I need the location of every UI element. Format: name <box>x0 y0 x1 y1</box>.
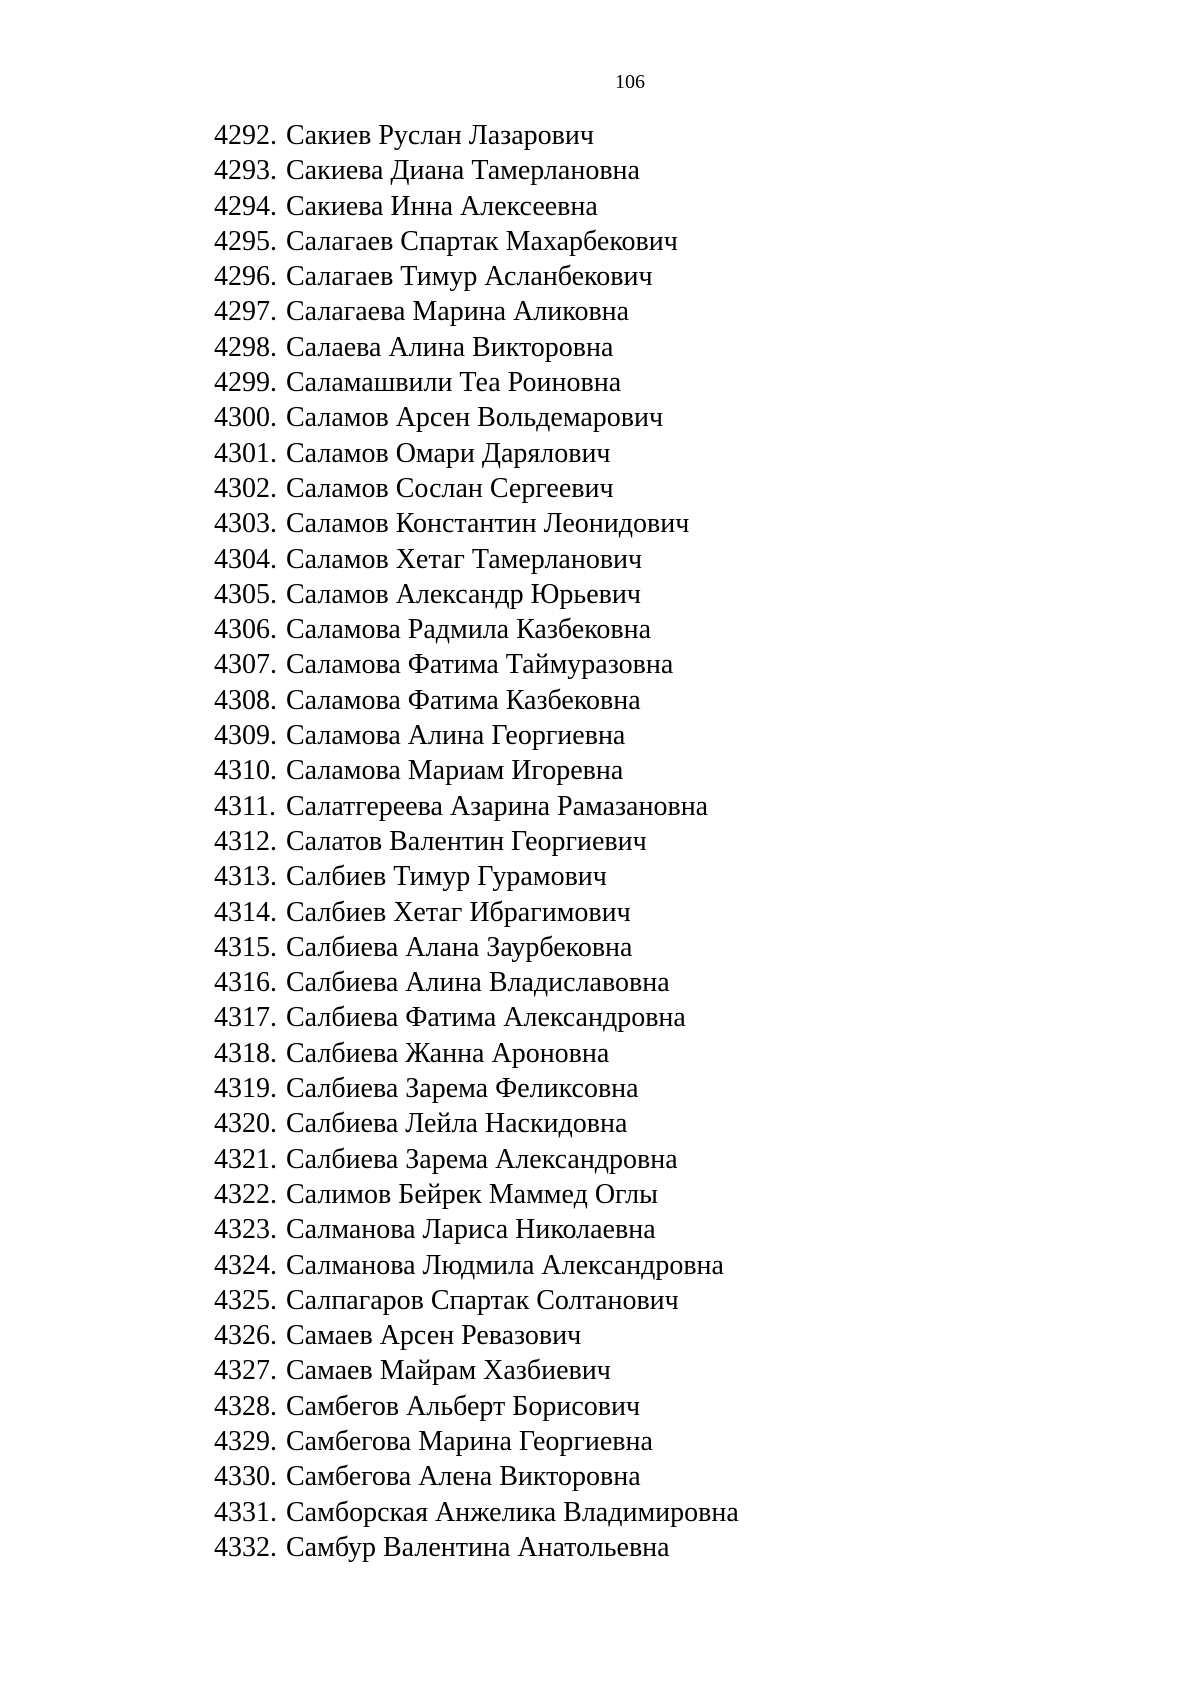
list-item-number: 4298. <box>214 331 277 363</box>
list-item-name: Сакиева Инна Алексеевна <box>286 190 598 222</box>
list-item-number: 4307. <box>214 649 277 681</box>
list-item-number: 4294. <box>214 190 277 222</box>
list-item-name: Самаев Майрам Хазбиевич <box>286 1355 611 1387</box>
list-item-name: Самборская Анжелика Владимировна <box>286 1496 739 1528</box>
list-item-number: 4323. <box>214 1214 277 1246</box>
list-item-number: 4295. <box>214 225 277 257</box>
list-item-number: 4293. <box>214 155 277 187</box>
list-item-number: 4305. <box>214 578 277 610</box>
list-item-name: Самбегов Альберт Борисович <box>286 1390 641 1422</box>
list-item-name: Салагаев Спартак Махарбекович <box>286 225 678 257</box>
list-item <box>214 400 739 435</box>
list-item-name: Салбиева Фатима Александровна <box>286 1002 686 1034</box>
list-item-name: Саламова Фатима Казбековна <box>286 684 641 716</box>
list-item-name: Саламов Арсен Вольдемарович <box>286 402 664 434</box>
list-item <box>214 1495 739 1530</box>
list-item-number: 4331. <box>214 1496 277 1528</box>
list-item-name: Салатгереева Азарина Рамазановна <box>286 790 709 822</box>
list-item-number: 4300. <box>214 402 277 434</box>
list-item-name: Саламова Алина Георгиевна <box>286 720 626 752</box>
name-list <box>214 118 739 1565</box>
list-item <box>214 753 739 788</box>
list-item-name: Салбиева Жанна Ароновна <box>286 1037 610 1069</box>
list-item-number: 4322. <box>214 1178 277 1210</box>
list-item-number: 4332. <box>214 1531 277 1563</box>
list-item <box>214 965 739 1000</box>
list-item-name: Самбегова Марина Георгиевна <box>286 1425 653 1457</box>
list-item <box>214 1283 739 1318</box>
list-item-name: Салманова Людмила Александровна <box>286 1249 724 1281</box>
list-item <box>214 118 739 153</box>
list-item-name: Салбиева Зарема Феликсовна <box>286 1073 639 1105</box>
list-item-number: 4299. <box>214 367 277 399</box>
list-item-name: Саламов Хетаг Тамерланович <box>286 543 643 575</box>
list-item <box>214 1106 739 1141</box>
list-item <box>214 683 739 718</box>
list-item-name: Саламов Омари Дарялович <box>286 437 611 469</box>
list-item-name: Саламова Радмила Казбековна <box>286 614 652 646</box>
list-item-name: Саламов Сослан Сергеевич <box>286 472 614 504</box>
list-item-name: Салагаев Тимур Асланбекович <box>286 261 653 293</box>
list-item-name: Салатов Валентин Георгиевич <box>286 825 647 857</box>
list-item-number: 4316. <box>214 967 277 999</box>
list-item <box>214 1000 739 1035</box>
list-item-name: Салманова Лариса Николаевна <box>286 1214 656 1246</box>
list-item-name: Салбиева Алана Заурбековна <box>286 931 633 963</box>
list-item-number: 4319. <box>214 1073 277 1105</box>
list-item-number: 4329. <box>214 1425 277 1457</box>
list-item-number: 4302. <box>214 472 277 504</box>
list-item-number: 4309. <box>214 720 277 752</box>
list-item <box>214 436 739 471</box>
list-item <box>214 1424 739 1459</box>
list-item <box>214 330 739 365</box>
list-item <box>214 1459 739 1494</box>
list-item <box>214 1212 739 1247</box>
page-number: 106 <box>615 71 645 93</box>
list-item-name: Саламов Александр Юрьевич <box>286 578 641 610</box>
list-item-name: Салбиев Хетаг Ибрагимович <box>286 896 631 928</box>
list-item-number: 4297. <box>214 296 277 328</box>
list-item-name: Самбур Валентина Анатольевна <box>286 1531 670 1563</box>
list-item-name: Саламова Фатима Таймуразовна <box>286 649 674 681</box>
list-item-number: 4311. <box>214 790 276 822</box>
list-item <box>214 718 739 753</box>
list-item-number: 4330. <box>214 1461 277 1493</box>
list-item <box>214 471 739 506</box>
list-item <box>214 1318 739 1353</box>
list-item-number: 4304. <box>214 543 277 575</box>
list-item-number: 4306. <box>214 614 277 646</box>
list-item-name: Салимов Бейрек Маммед Оглы <box>286 1178 658 1210</box>
list-item-number: 4292. <box>214 120 277 151</box>
list-item <box>214 1177 739 1212</box>
list-item-name: Саламашвили Теа Роиновна <box>286 367 622 399</box>
list-item <box>214 506 739 541</box>
list-item <box>214 824 739 859</box>
list-item-number: 4308. <box>214 684 277 716</box>
list-item <box>214 1530 739 1565</box>
list-item-number: 4301. <box>214 437 277 469</box>
list-item <box>214 294 739 329</box>
list-item-name: Салпагаров Спартак Солтанович <box>286 1284 679 1316</box>
list-item-name: Салбиева Алина Владиславовна <box>286 967 670 999</box>
list-item <box>214 1036 739 1071</box>
list-item-name: Салбиев Тимур Гурамович <box>286 861 607 893</box>
list-item-number: 4312. <box>214 825 277 857</box>
list-item <box>214 1248 739 1283</box>
list-item-name: Салаева Алина Викторовна <box>286 331 614 363</box>
list-item-name: Самбегова Алена Викторовна <box>286 1461 641 1493</box>
list-item <box>214 189 739 224</box>
list-item-name: Саламова Мариам Игоревна <box>286 755 624 787</box>
list-item-number: 4325. <box>214 1284 277 1316</box>
list-item-number: 4303. <box>214 508 277 540</box>
list-item <box>214 365 739 400</box>
list-item-number: 4317. <box>214 1002 277 1034</box>
list-item-number: 4296. <box>214 261 277 293</box>
list-item <box>214 259 739 294</box>
list-item-number: 4313. <box>214 861 277 893</box>
list-item-name: Сакиев Руслан Лазарович <box>286 120 594 151</box>
list-item-number: 4328. <box>214 1390 277 1422</box>
list-item <box>214 153 739 188</box>
list-item-number: 4314. <box>214 896 277 928</box>
list-item-number: 4327. <box>214 1355 277 1387</box>
list-item-name: Саламов Константин Леонидович <box>286 508 690 540</box>
list-item-number: 4318. <box>214 1037 277 1069</box>
list-item-name: Салбиева Зарема Александровна <box>286 1143 678 1175</box>
list-item <box>214 1389 739 1424</box>
list-item <box>214 577 739 612</box>
list-item-name: Салбиева Лейла Наскидовна <box>286 1108 628 1140</box>
list-item <box>214 1142 739 1177</box>
list-item-number: 4321. <box>214 1143 277 1175</box>
list-item-number: 4320. <box>214 1108 277 1140</box>
list-item-name: Самаев Арсен Ревазович <box>286 1320 582 1352</box>
list-item-number: 4310. <box>214 755 277 787</box>
list-item <box>214 1071 739 1106</box>
list-item-number: 4324. <box>214 1249 277 1281</box>
list-item <box>214 224 739 259</box>
list-item <box>214 542 739 577</box>
list-item <box>214 895 739 930</box>
list-item <box>214 789 739 824</box>
list-item <box>214 1353 739 1388</box>
list-item-name: Сакиева Диана Тамерлановна <box>286 155 640 187</box>
list-item-name: Салагаева Марина Аликовна <box>286 296 630 328</box>
list-item <box>214 612 739 647</box>
list-item <box>214 647 739 682</box>
list-item <box>214 930 739 965</box>
list-item <box>214 859 739 894</box>
list-item-number: 4326. <box>214 1320 277 1352</box>
list-item-number: 4315. <box>214 931 277 963</box>
